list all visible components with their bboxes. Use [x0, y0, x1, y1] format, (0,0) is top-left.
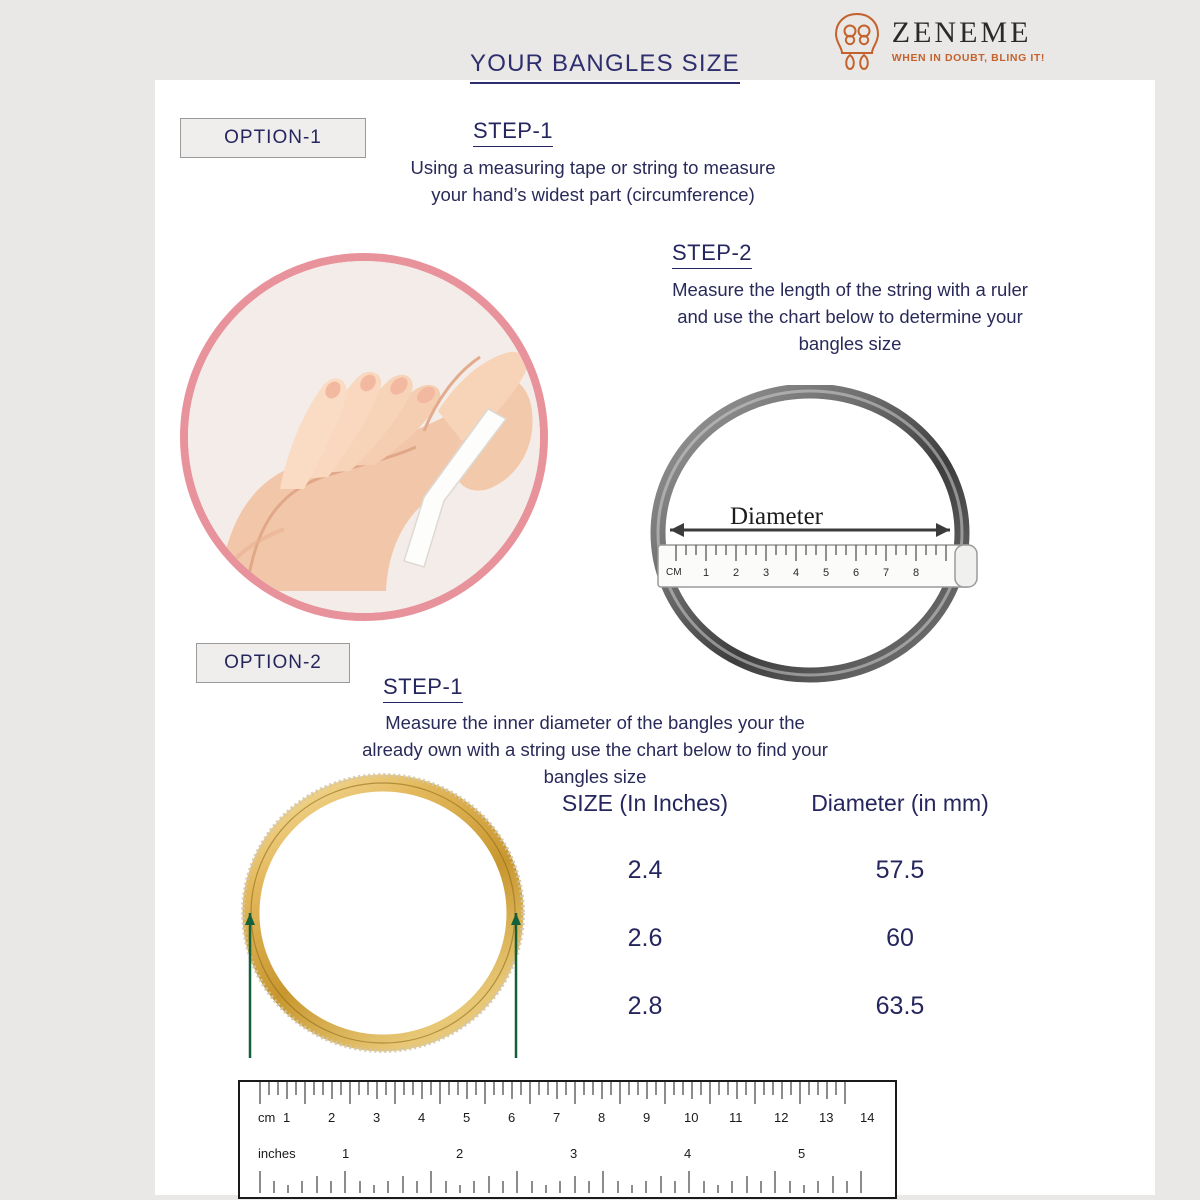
option-1-step-1-text: Using a measuring tape or string to measure your hand’s widest part (circumference): [410, 157, 776, 205]
diameter-diagram: [630, 385, 990, 685]
svg-text:8: 8: [598, 1110, 606, 1125]
svg-text:3: 3: [763, 567, 770, 579]
option-1-badge: OPTION-1: [180, 118, 366, 158]
svg-text:inches: inches: [258, 1146, 296, 1161]
chart-cell-size: 2.8: [627, 992, 663, 1020]
svg-text:4: 4: [684, 1146, 692, 1161]
grey-bangle-with-ruler: [630, 385, 990, 685]
brand-text: [892, 18, 1045, 64]
svg-text:5: 5: [463, 1110, 471, 1125]
diameter-label: Diameter: [730, 503, 824, 530]
table-row: [520, 856, 1030, 885]
svg-text:9: 9: [643, 1110, 651, 1125]
svg-text:2: 2: [733, 567, 740, 579]
svg-text:5: 5: [823, 567, 830, 579]
option-2-badge: OPTION-2: [196, 643, 350, 683]
svg-text:4: 4: [793, 567, 800, 579]
chart-cell-diameter: 63.5: [875, 992, 925, 1020]
svg-text:2: 2: [328, 1110, 336, 1125]
gold-bangle-photo: [238, 768, 528, 1068]
svg-text:6: 6: [508, 1110, 516, 1125]
option-1-step-1-heading: STEP-1: [473, 118, 553, 147]
brand-logo: [810, 10, 1045, 72]
chart-header-size: SIZE (In Inches): [561, 790, 729, 816]
svg-text:11: 11: [729, 1110, 743, 1125]
size-chart: [520, 790, 1030, 1021]
svg-text:1: 1: [342, 1146, 350, 1161]
svg-text:8: 8: [913, 567, 920, 579]
chart-header-diameter: Diameter (in mm): [811, 790, 989, 816]
svg-text:7: 7: [883, 567, 890, 579]
option-1-step-2-heading: STEP-2: [672, 240, 752, 269]
option-1-step-2-text: Measure the length of the string with a ruler and use the chart below to determine your bangles size: [672, 279, 1028, 354]
svg-text:3: 3: [373, 1110, 381, 1125]
brand-name: ZENEME: [891, 16, 1032, 49]
chart-cell-size: 2.4: [627, 856, 663, 884]
svg-text:6: 6: [853, 567, 860, 579]
svg-text:cm: cm: [258, 1110, 276, 1125]
hand-illustration: [188, 261, 540, 613]
svg-text:1: 1: [283, 1110, 291, 1125]
svg-text:13: 13: [819, 1110, 834, 1125]
brand-tagline: WHEN IN DOUBT, BLING IT!: [891, 52, 1045, 64]
earring-pair-icon: [828, 11, 886, 71]
chart-cell-diameter: 60: [886, 924, 914, 952]
chart-cell-diameter: 57.5: [875, 856, 925, 884]
svg-text:1: 1: [703, 567, 710, 579]
hand-measuring-photo: [180, 253, 548, 621]
svg-text:3: 3: [570, 1146, 578, 1161]
svg-text:7: 7: [553, 1110, 561, 1125]
chart-cell-size: 2.6: [627, 924, 663, 952]
svg-text:12: 12: [774, 1110, 789, 1125]
table-row: [520, 924, 1030, 953]
svg-text:10: 10: [684, 1110, 699, 1125]
svg-text:2: 2: [456, 1146, 464, 1161]
svg-text:4: 4: [418, 1110, 426, 1125]
option-2-step-1-text: Measure the inner diameter of the bangles your the already own with a string use the chart below to find your bangles size: [362, 712, 828, 787]
svg-text:14: 14: [860, 1110, 875, 1125]
option-2-step-1-heading: STEP-1: [383, 674, 463, 703]
page-title: YOUR BANGLES SIZE: [470, 50, 740, 84]
chart-header-row: [520, 790, 1030, 817]
gold-bangle-illustration: [238, 768, 528, 1068]
diameter-ruler-unit: CM: [666, 567, 682, 578]
bottom-ruler: [238, 1080, 897, 1199]
ruler-graphic: [240, 1082, 891, 1193]
svg-text:5: 5: [798, 1146, 806, 1161]
table-row: [520, 992, 1030, 1021]
